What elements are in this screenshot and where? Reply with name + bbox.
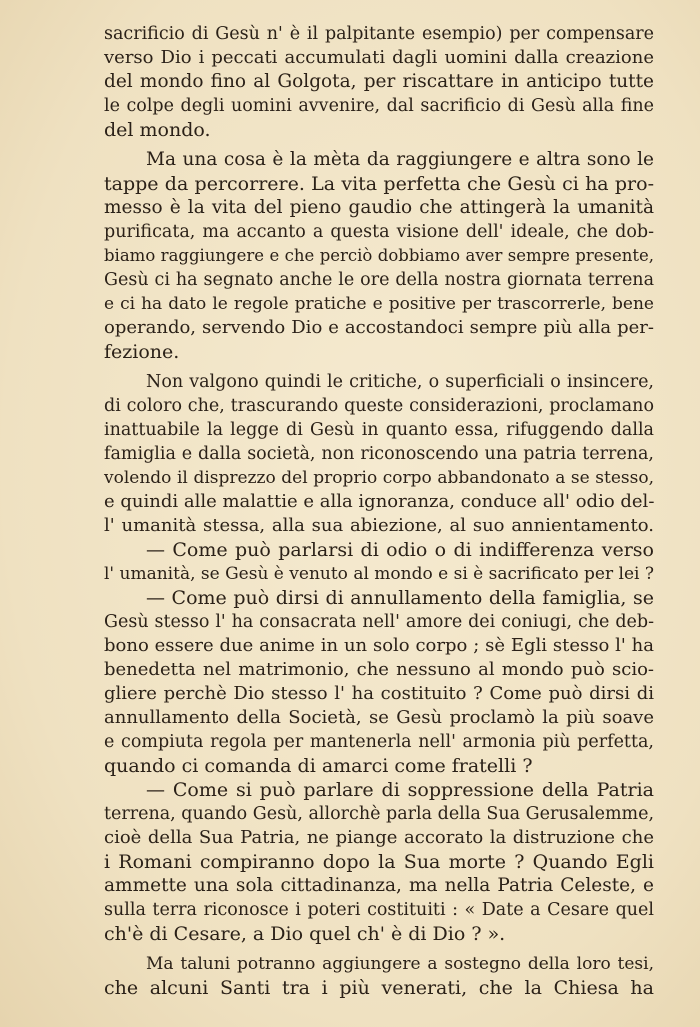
text-line: sacrificio di Gesù n' è il palpitante esempio) per compensare [104,24,654,44]
text-line: Ma taluni potranno aggiungere a sostegno della loro tesi, [146,954,654,974]
text-line: tappe da percorrere. La vita perfetta che Gesù ci ha pro- [104,173,654,195]
text-line: famiglia e dalla società, non riconoscendo una patria terrena, [104,444,654,464]
text-line: e ci ha dato le regole pratiche e positive per trascorrerle, bene [104,294,654,314]
text-line: inattuabile la legge di Gesù in quanto essa, rifuggendo dalla [104,420,654,440]
text-line: sulla terra riconosce i poteri costituiti : « Date a Cesare quel [104,900,654,920]
paragraph-1 [104,22,654,142]
text-line: annullamento della Società, se Gesù proclamò la più soave [104,707,654,728]
text-line: Ma una cosa è la mèta da raggiungere e altra sono le [146,149,654,170]
text-line: di coloro che, trascurando queste considerazioni, proclamano [104,396,654,416]
text-line: l' umanità stessa, alla sua abiezione, al suo annientamento. [104,515,654,536]
text-line: ch'è di Cesare, a Dio quel ch' è di Dio ? ». [104,923,506,945]
text-line: cioè della Sua Patria, ne piange accorato la distruzione che [104,827,654,848]
paragraph-5 [104,586,654,778]
text-line: messo è la vita del pieno gaudio che attingerà la umanità [104,197,654,218]
paragraph-7 [104,952,654,1000]
text-line: del mondo. [104,119,211,141]
text-line: i Romani compiranno dopo la Sua morte ? Quando Egli [104,851,654,873]
text-line: — Come si può parlare di soppressione della Patria [146,779,654,801]
text-line: Non valgono quindi le critiche, o superficiali o insincere, [146,372,654,392]
paragraph-4 [104,538,654,586]
paragraph-2 [104,148,654,364]
text-line: Gesù ci ha segnato anche le ore della nostra giornata terrena [104,270,654,290]
text-line: bono essere due anime in un solo corpo ; sè Egli stesso l' ha [104,635,654,656]
text-line: Gesù stesso l' ha consacrata nell' amore dei coniugi, che deb- [104,612,654,632]
text-line: e compiuta regola per mantenerla nell' armonia più perfetta, [104,732,654,752]
text-line: l' umanità, se Gesù è venuto al mondo e si è sacrificato per lei ? [104,564,654,584]
text-line: ammette una sola cittadinanza, ma nella Patria Celeste, e [104,875,654,896]
text-line: che alcuni Santi tra i più venerati, che la Chiesa ha [104,977,654,999]
text-line: quando ci comanda di amarci come fratelli ? [104,755,533,777]
text-line: e quindi alle malattie e alla ignoranza, conduce all' odio del- [104,491,655,512]
text-line: benedetta nel matrimonio, che nessuno al mondo può scio- [104,659,654,680]
paragraph-6 [104,778,654,946]
text-line: biamo raggiungere e che perciò dobbiamo aver sempre presente, [104,246,654,265]
text-line: purificata, ma accanto a questa visione dell' ideale, che dob- [104,222,654,242]
paragraph-3 [104,370,654,538]
text-line: terrena, quando Gesù, allorchè parla della Sua Gerusalemme, [104,804,655,824]
text-line: verso Dio i peccati accumulati dagli uomini dalla creazione [104,47,654,68]
text-line: fezione. [104,341,180,363]
text-line: del mondo fino al Golgota, per riscattare in anticipo tutte [104,71,654,92]
text-line: operando, servendo Dio e accostandoci sempre più alla per- [104,317,654,338]
text-line: le colpe degli uomini avvenire, dal sacrificio di Gesù alla fine [104,96,654,116]
text-line: — Come può parlarsi di odio o di indifferenza verso [146,539,654,561]
text-line: — Come può dirsi di annullamento della famiglia, se [146,587,654,609]
text-line: volendo il disprezzo del proprio corpo abbandonato a se stesso, [104,468,654,488]
text-line: gliere perchè Dio stesso l' ha costituito ? Come può dirsi di [104,683,654,704]
